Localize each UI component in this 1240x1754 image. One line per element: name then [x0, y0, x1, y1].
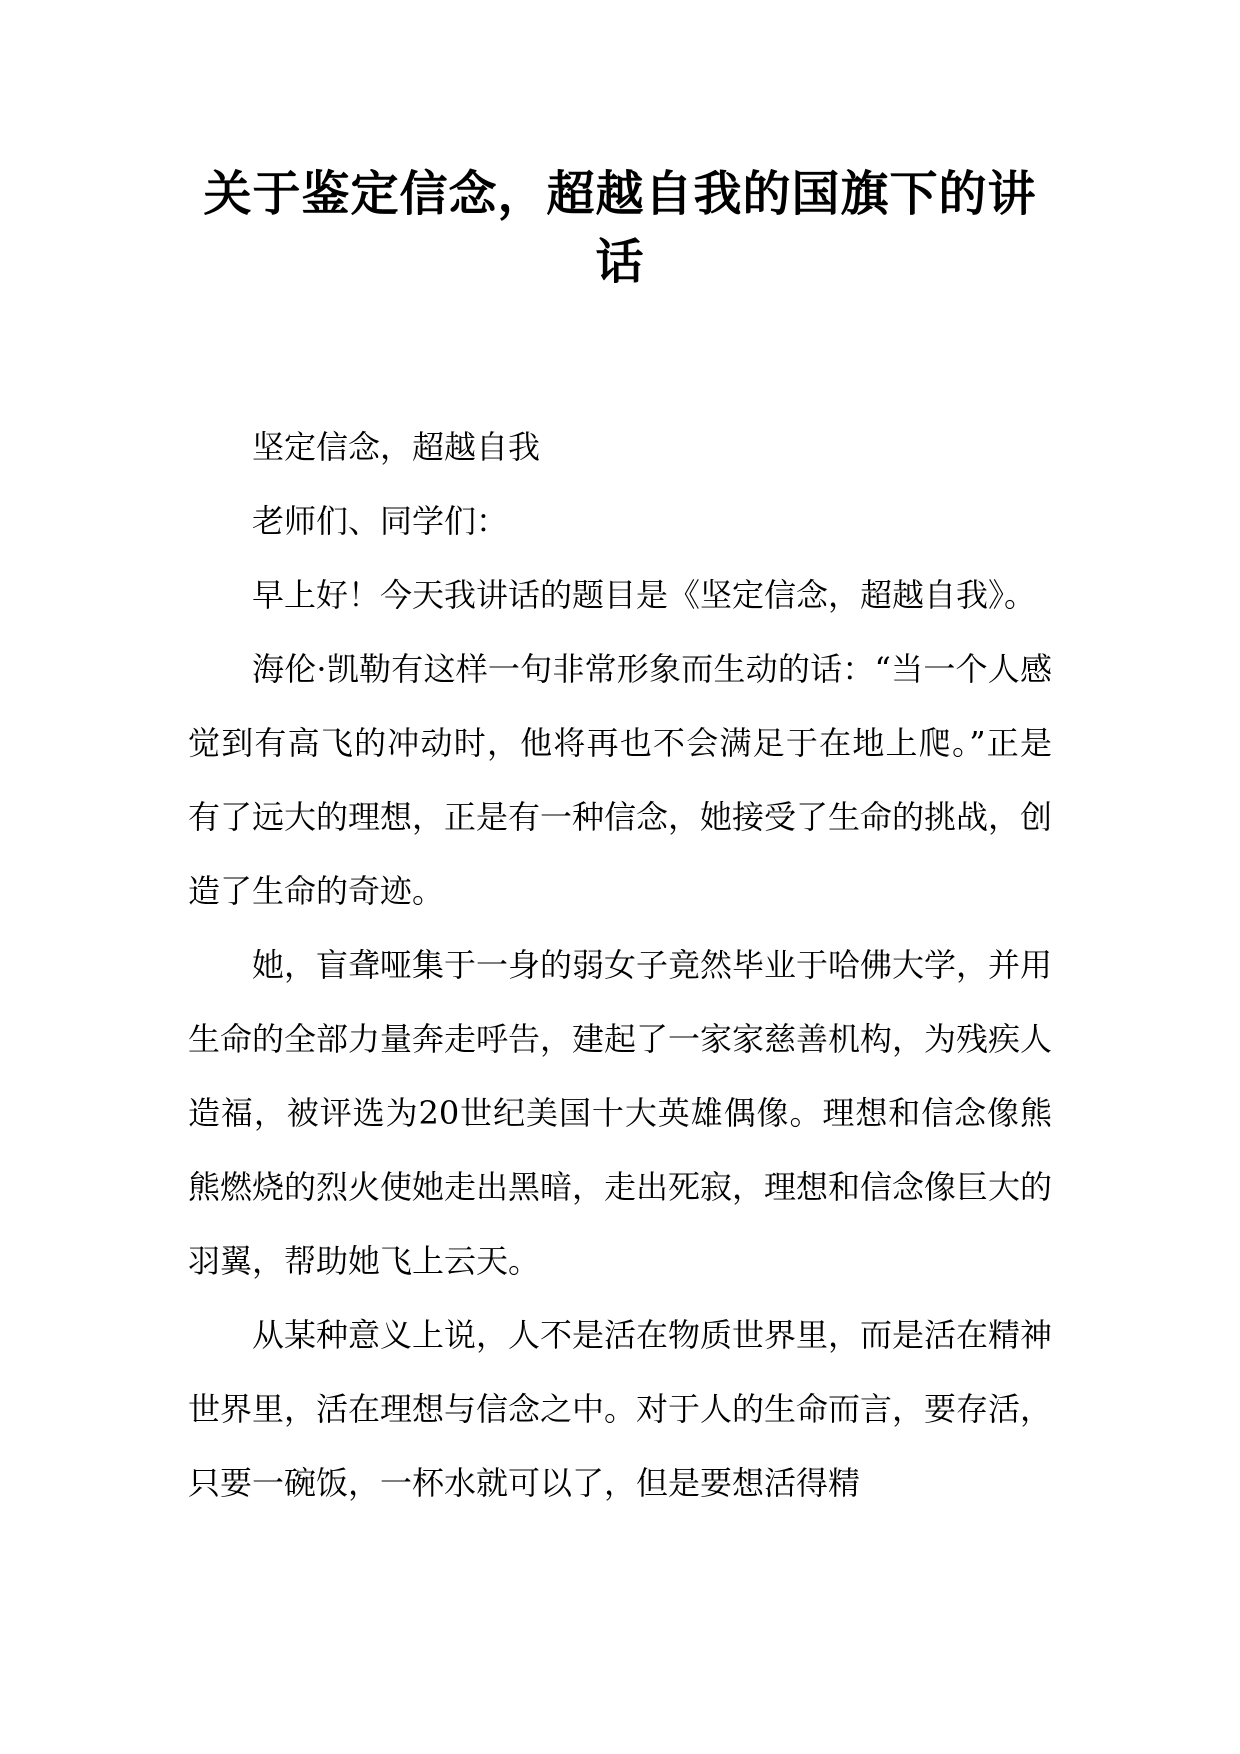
paragraph-salutation: 老师们、同学们：	[252, 502, 509, 540]
paragraph-helen-keller-story: 她，盲聋哑集于一身的弱女子竟然毕业于哈佛大学，并用生命的全部力量奔走呼告，建起了一家家慈善机构，为残疾人造福，被评选为20世纪美国十大英雄偶像。理想和信念像熊熊燃烧的烈火使她走出黑暗，走出死寂，理想和信念像巨大的羽翼，帮助她飞上云天。	[188, 946, 1053, 1280]
document-body	[188, 410, 1052, 1520]
paragraph-spiritual-world: 从某种意义上说，人不是活在物质世界里，而是活在精神世界里，活在理想与信念之中。对于人的生命而言，要存活，只要一碗饭，一杯水就可以了，但是要想活得精	[188, 1316, 1053, 1502]
paragraph-subtitle: 坚定信念，超越自我	[252, 428, 541, 466]
document-title: 关于鉴定信念，超越自我的国旗下的讲话	[203, 166, 1037, 290]
paragraph-greeting: 早上好！今天我讲话的题目是《坚定信念，超越自我》。	[252, 576, 1037, 614]
paragraph-helen-keller-quote: 海伦·凯勒有这样一句非常形象而生动的话：“当一个人感觉到有高飞的冲动时，他将再也不会满足于在地上爬。”正是有了远大的理想，正是有一种信念，她接受了生命的挑战，创造了生命的奇迹。	[188, 650, 1053, 910]
